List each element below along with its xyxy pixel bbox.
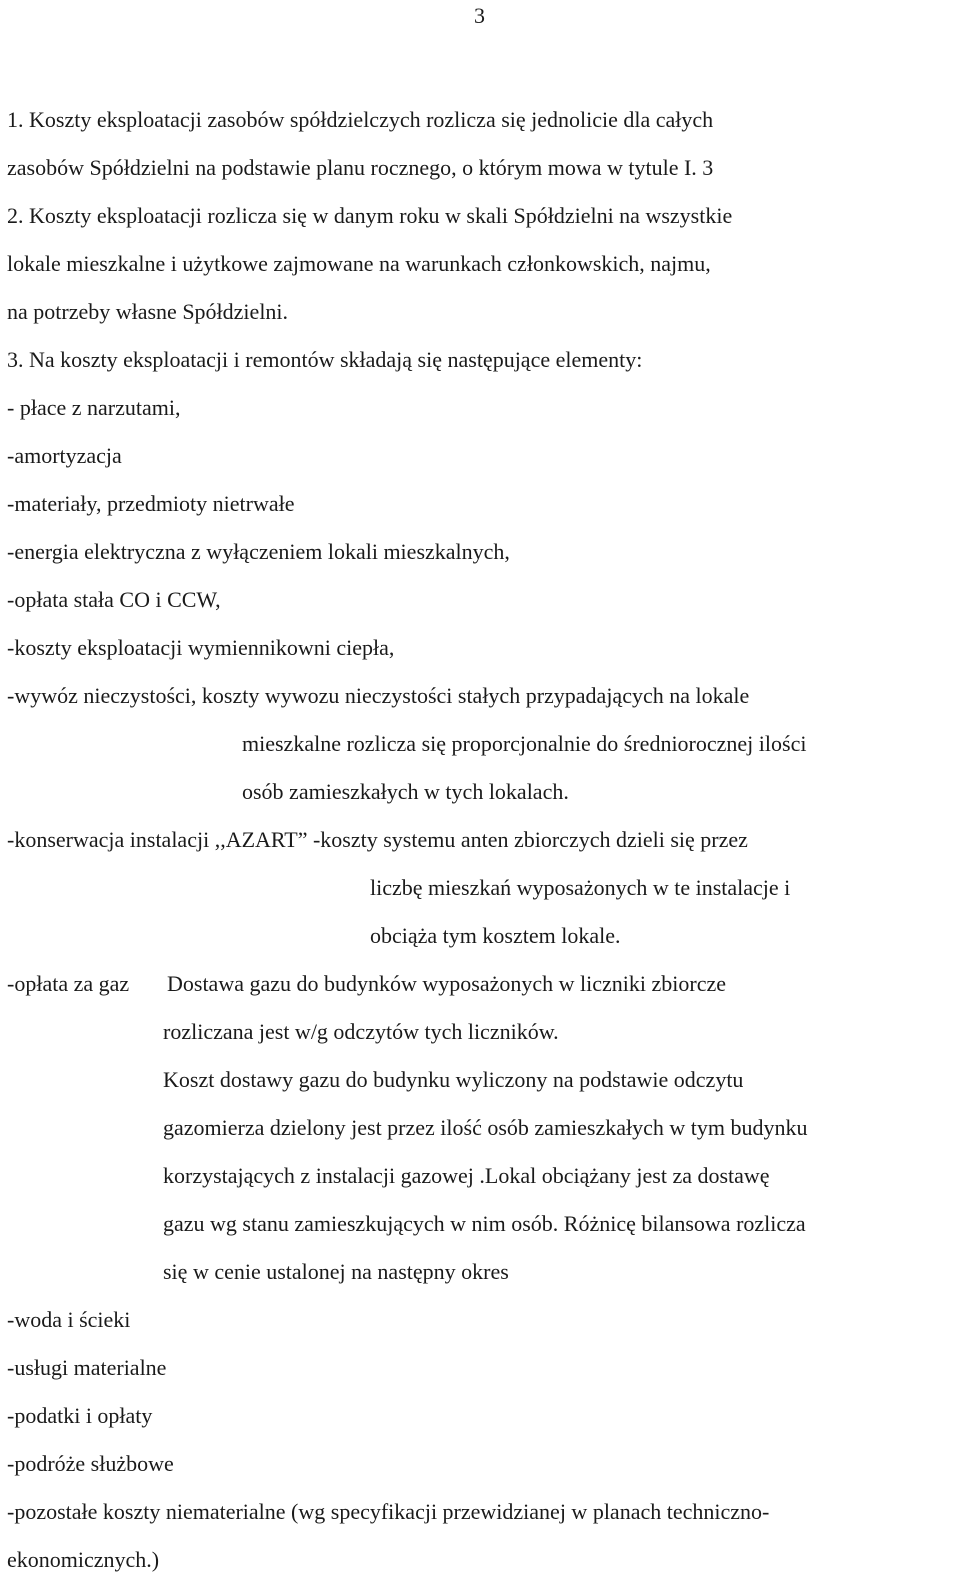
cost-item-amortyzacja: -amortyzacja bbox=[7, 443, 122, 468]
paragraph-1-line-2: zasobów Spółdzielni na podstawie planu rocznego, o którym mowa w tytule I. 3 bbox=[7, 155, 714, 180]
page-number: 3 bbox=[474, 3, 485, 28]
cost-item-wywoz-continuation-2: osób zamieszkałych w tych lokalach. bbox=[242, 779, 569, 804]
cost-item-pozostale: -pozostałe koszty niematerialne (wg specyfikacji przewidzianej w planach techniczno- bbox=[7, 1499, 770, 1524]
cost-item-place: - płace z narzutami, bbox=[7, 395, 181, 420]
cost-item-azart-continuation-1: liczbę mieszkań wyposażonych w te instalacje i bbox=[370, 875, 791, 900]
cost-item-uslugi: -usługi materialne bbox=[7, 1355, 167, 1380]
cost-item-wywoz-continuation-1: mieszkalne rozlicza się proporcjonalnie do średniorocznej ilości bbox=[242, 731, 807, 756]
cost-item-gaz bbox=[7, 970, 726, 998]
paragraph-2-line-2: lokale mieszkalne i użytkowe zajmowane na warunkach członkowskich, najmu, bbox=[7, 251, 711, 276]
cost-item-azart-continuation-2: obciąża tym kosztem lokale. bbox=[370, 923, 621, 948]
cost-item-gaz-label: -opłata za gaz bbox=[7, 971, 130, 996]
paragraph-2-line-3: na potrzeby własne Spółdzielni. bbox=[7, 299, 289, 324]
paragraph-3-intro: 3. Na koszty eksploatacji i remontów składają się następujące elementy: bbox=[7, 347, 643, 372]
cost-item-woda: -woda i ścieki bbox=[7, 1307, 131, 1332]
cost-item-podroze: -podróże służbowe bbox=[7, 1451, 174, 1476]
paragraph-1-line-1: 1. Koszty eksploatacji zasobów spółdzielczych rozlicza się jednolicie dla całych bbox=[7, 107, 714, 132]
cost-item-energia: -energia elektryczna z wyłączeniem lokali mieszkalnych, bbox=[7, 539, 510, 564]
cost-item-oplata-co: -opłata stała CO i CCW, bbox=[7, 587, 221, 612]
cost-item-azart: -konserwacja instalacji ,,AZART” -koszty systemu anten zbiorczych dzieli się przez bbox=[7, 827, 748, 852]
cost-item-materialy: -materiały, przedmioty nietrwałe bbox=[7, 491, 295, 516]
cost-item-gaz-continuation-3: gazomierza dzielony jest przez ilość osób zamieszkałych w tym budynku bbox=[163, 1115, 808, 1140]
cost-item-gaz-text: Dostawa gazu do budynków wyposażonych w liczniki zbiorcze bbox=[167, 971, 727, 996]
cost-item-pozostale-continuation: ekonomicznych.) bbox=[7, 1547, 160, 1572]
paragraph-2-line-1: 2. Koszty eksploatacji rozlicza się w danym roku w skali Spółdzielni na wszystkie bbox=[7, 203, 733, 228]
cost-item-gaz-continuation-5: gazu wg stanu zamieszkujących w nim osób. Różnicę bilansowa rozlicza bbox=[163, 1211, 806, 1236]
cost-item-gaz-continuation-4: korzystających z instalacji gazowej .Lokal obciążany jest za dostawę bbox=[163, 1163, 770, 1188]
cost-item-gaz-continuation-2: Koszt dostawy gazu do budynku wyliczony na podstawie odczytu bbox=[163, 1067, 744, 1092]
cost-item-wymiennikownia: -koszty eksploatacji wymiennikowni ciepła, bbox=[7, 635, 395, 660]
cost-item-wywoz: -wywóz nieczystości, koszty wywozu nieczystości stałych przypadających na lokale bbox=[7, 683, 750, 708]
cost-item-gaz-continuation-6: się w cenie ustalonej na następny okres bbox=[163, 1259, 509, 1284]
cost-item-gaz-continuation-1: rozliczana jest w/g odczytów tych liczników. bbox=[163, 1019, 559, 1044]
cost-item-podatki: -podatki i opłaty bbox=[7, 1403, 153, 1428]
